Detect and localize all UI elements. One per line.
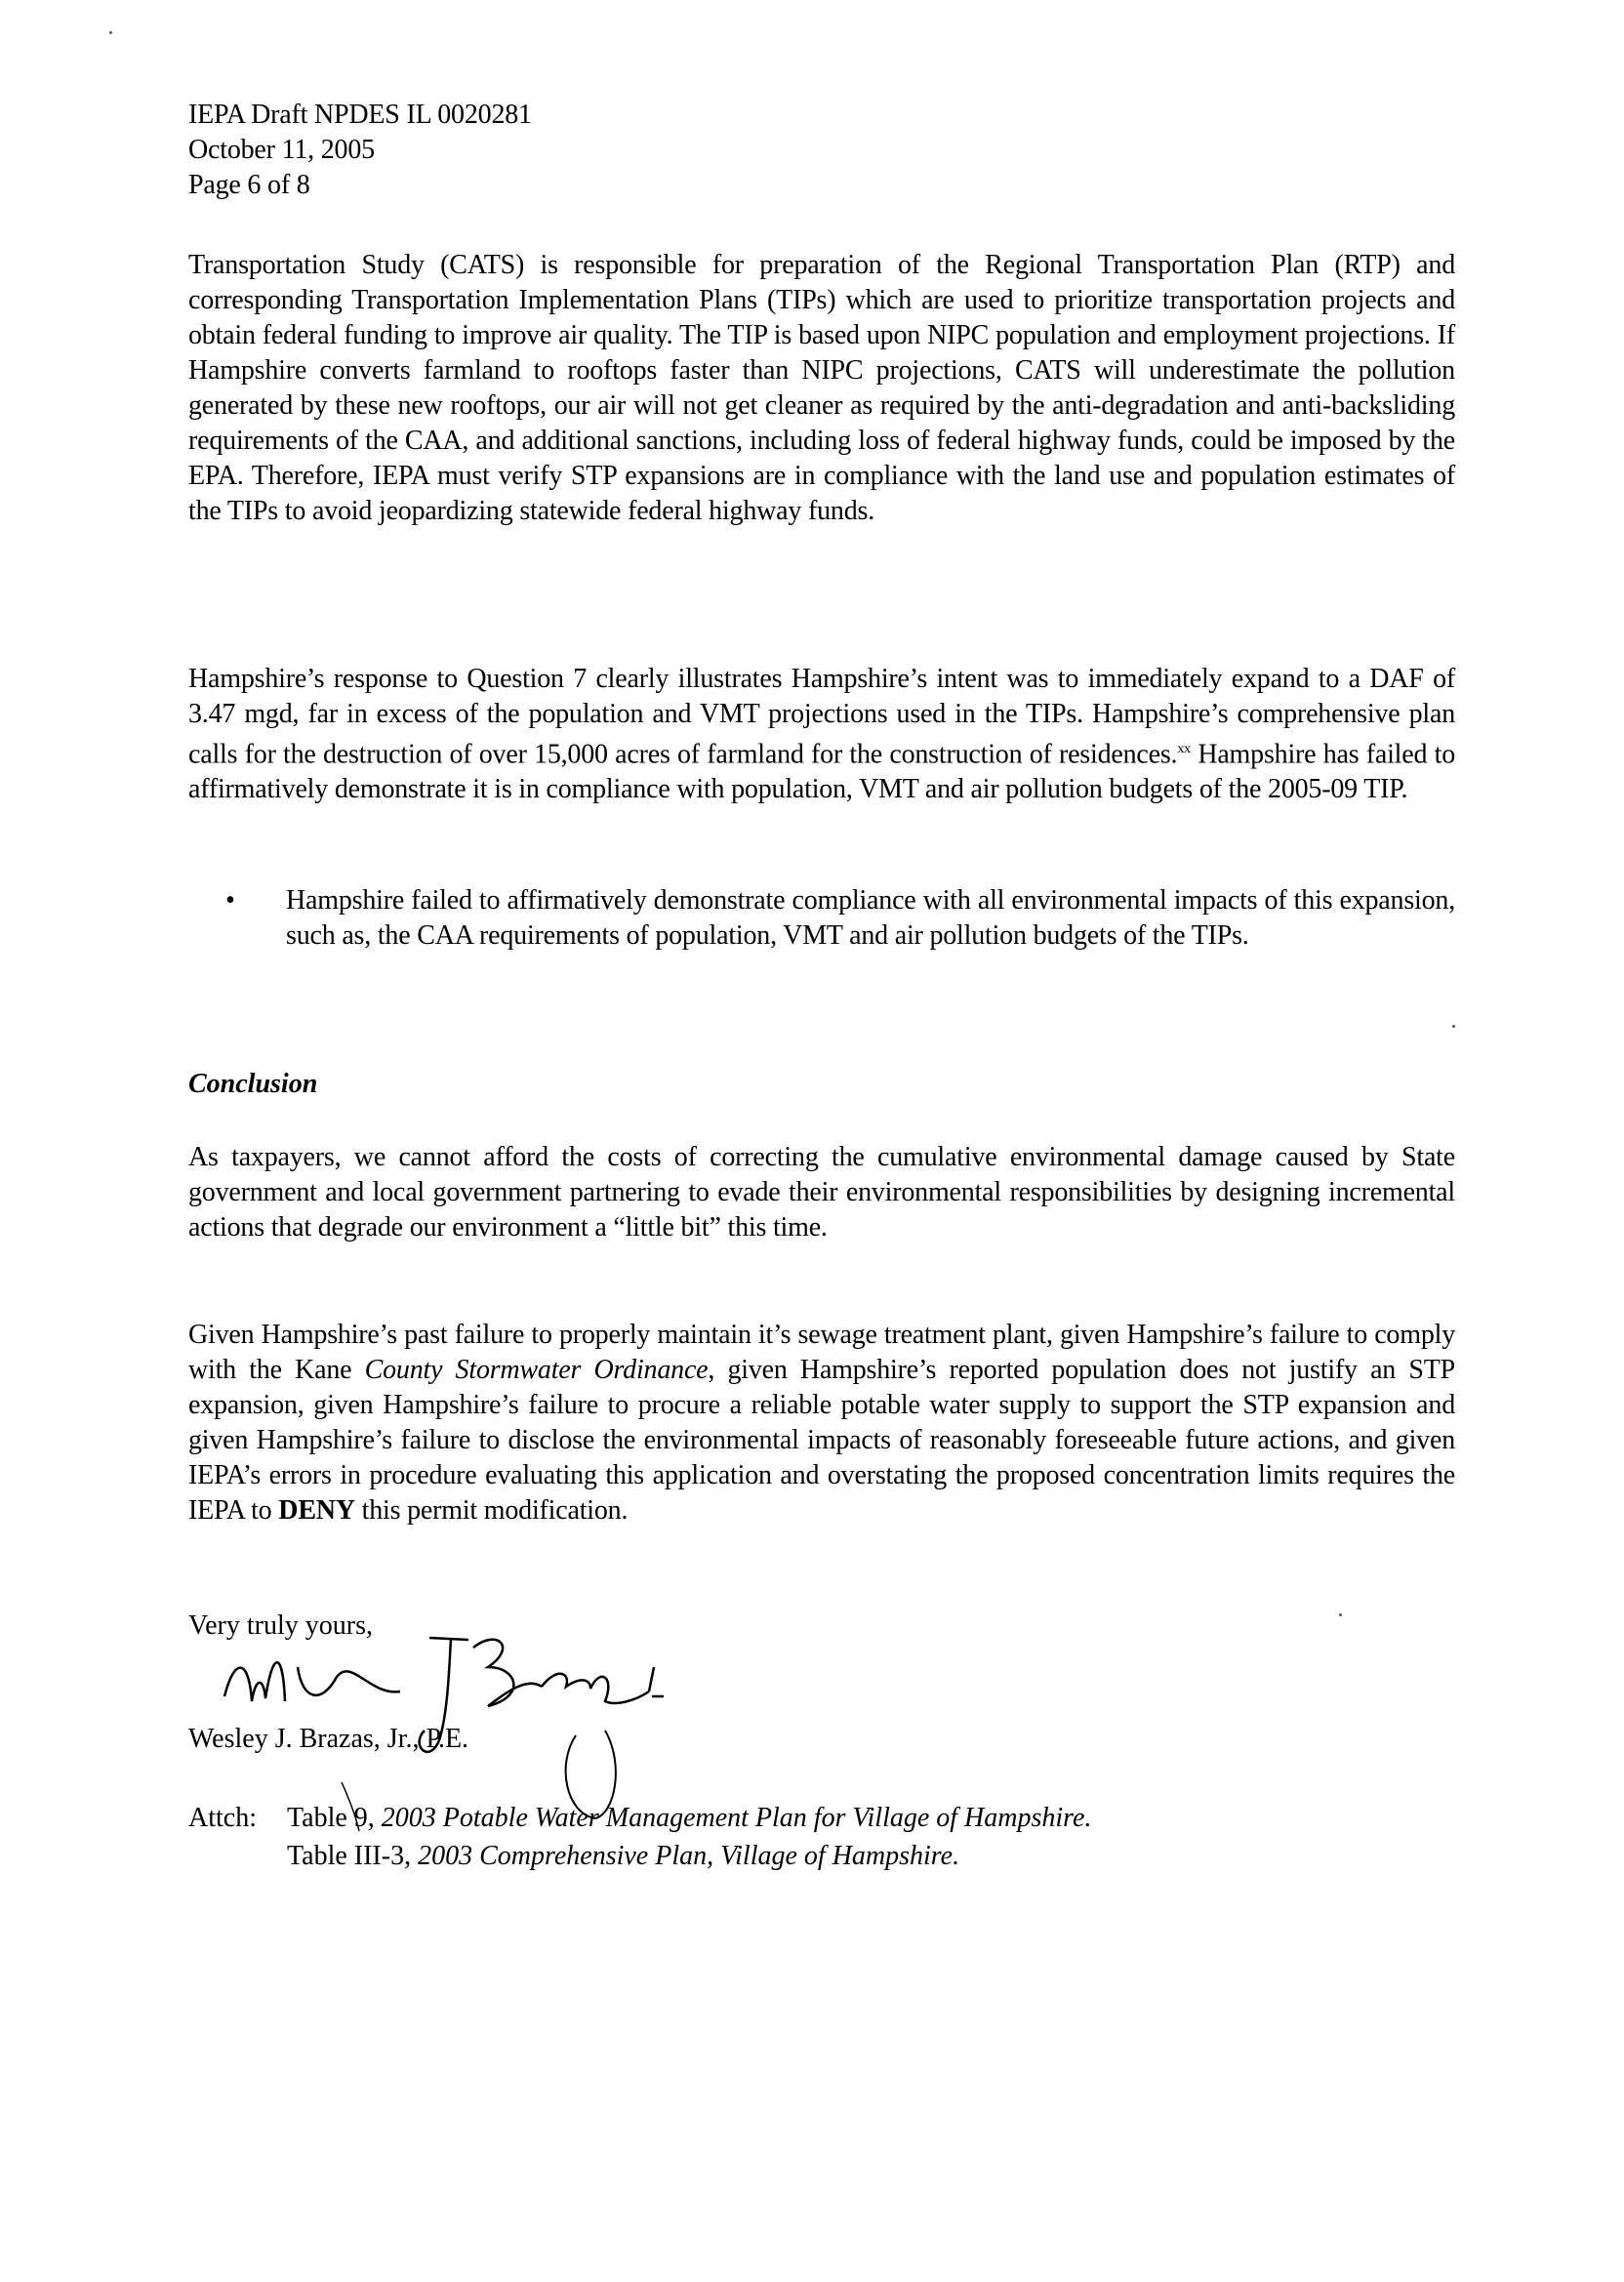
bullet-icon: • xyxy=(225,885,235,916)
attachment-title: 2003 Potable Water Management Plan for Village of Hampshire. xyxy=(381,1803,1092,1833)
paragraph-taxpayers: As taxpayers, we cannot afford the costs of correcting the cumulative environmental damage caused by State government and local government partnering to evade their environmental responsibilities by designing incremental actions that degrade our environment a “little bit” this time. xyxy=(188,1142,1455,1243)
paragraph-question-7 xyxy=(188,662,1455,807)
attachment-item xyxy=(287,1839,959,1874)
paragraph-text: this permit modification. xyxy=(354,1495,629,1526)
signer-name: Wesley J. Brazas, Jr., P.E. xyxy=(188,1724,469,1754)
scan-speck xyxy=(1339,1613,1342,1616)
conclusion-heading: Conclusion xyxy=(188,1069,318,1099)
footnote-marker: xx xyxy=(1177,742,1191,756)
document-header xyxy=(188,98,532,203)
permit-id: IEPA Draft NPDES IL 0020281 xyxy=(188,100,532,130)
document-date: October 11, 2005 xyxy=(188,135,375,165)
attachment-title: 2003 Comprehensive Plan, Village of Hampshire. xyxy=(418,1841,960,1871)
scan-speck xyxy=(1452,1025,1455,1028)
signature-graphic xyxy=(205,1609,751,1833)
attachment-table-ref: Table 9, xyxy=(287,1803,382,1833)
deny-emphasis: DENY xyxy=(278,1495,355,1526)
attachments-label: Attch: xyxy=(188,1803,257,1833)
scan-speck xyxy=(109,31,112,34)
ordinance-name: County Stormwater Ordinance xyxy=(364,1355,709,1385)
paragraph-text: Given Hampshire’s past failure to properly maintain it’s sewage treatment plant, given Hampshire’s failure to comply with the Kane xyxy=(188,1320,1455,1385)
bullet-text: Hampshire failed to affirmatively demonstrate compliance with all environmental impacts of this expansion, such as, the CAA requirements of population, VMT and air pollution budgets of the TIPs. xyxy=(286,885,1455,951)
page-number: Page 6 of 8 xyxy=(188,170,310,200)
paragraph-text: , given Hampshire’s reported population does not justify an STP expansion, given Hampshire’s failure to procure a reliable potable water supply to support the STP expansion and given Hampshire’s failure to disclose the environmental impacts of reasonably foreseeable future actions, and given IEPA’s errors in procedure evaluating this application and overstating the proposed concentration limits requires the IEPA to xyxy=(188,1355,1455,1526)
paragraph-given-failures xyxy=(188,1318,1455,1528)
paragraph-text: Hampshire has failed to affirmatively demonstrate it is in compliance with population, VMT and air pollution budgets of the 2005-09 TIP. xyxy=(188,739,1455,805)
paragraph-transportation-study: Transportation Study (CATS) is responsible for preparation of the Regional Transportation Plan (RTP) and corresponding Transportation Implementation Plans (TIPs) which are used to prioritize transportation projects and obtain federal funding to improve air quality. The TIP is based upon NIPC population and employment projections. If Hampshire converts farmland to rooftops faster than NIPC projections, CATS will underestimate the pollution generated by these new rooftops, our air will not get cleaner as required by the anti-degradation and anti-backsliding requirements of the CAA, and additional sanctions, including loss of federal highway funds, could be imposed by the EPA. Therefore, IEPA must verify STP expansions are in compliance with the land use and population estimates of the TIPs to avoid jeopardizing statewide federal highway funds. xyxy=(188,250,1455,526)
closing-salutation: Very truly yours, xyxy=(188,1610,373,1641)
attachment-table-ref: Table III-3, xyxy=(287,1841,419,1871)
attachment-item xyxy=(287,1801,1091,1836)
paragraph-text: Hampshire’s response to Question 7 clearly illustrates Hampshire’s intent was to immediately expand to a DAF of 3.47 mgd, far in excess of the population and VMT projections used in the TIPs. Hampshire’s comprehensive plan calls for the destruction of over 15,000 acres of farmland for the construction of residences. xyxy=(188,664,1455,770)
